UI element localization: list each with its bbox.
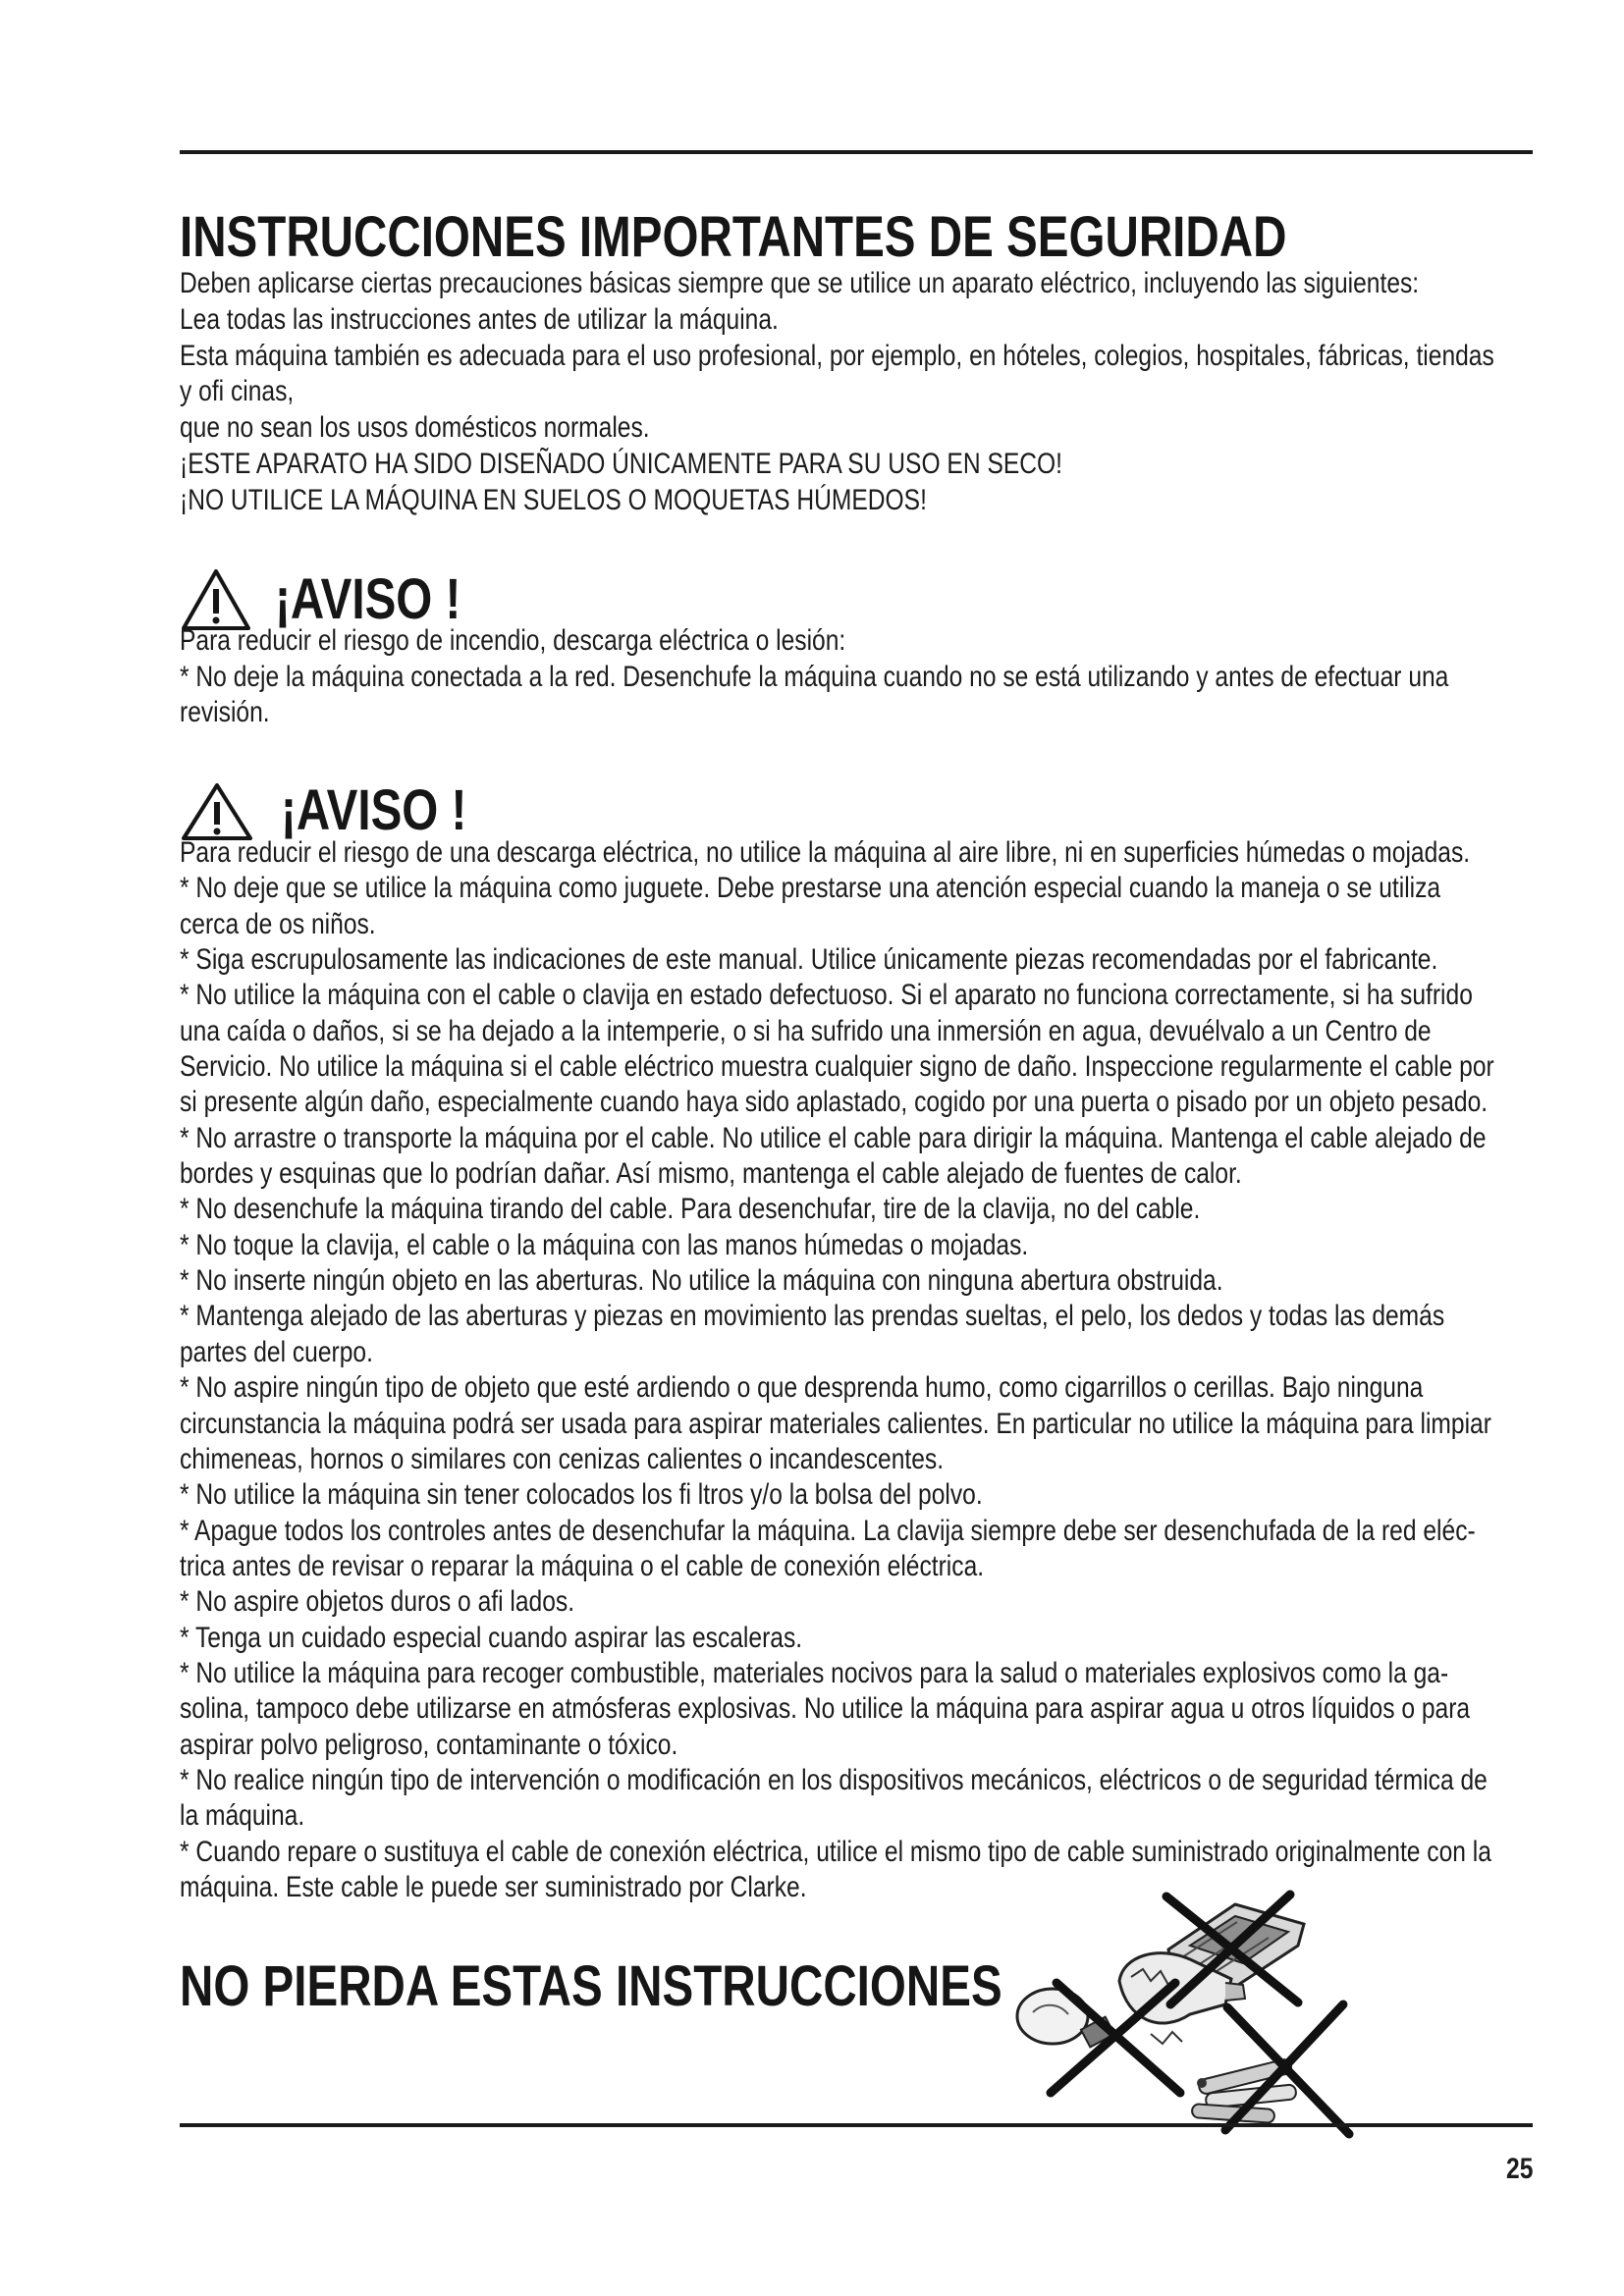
warning-line: chimeneas, hornos o similares con cenizas calientes o incandescentes.: [180, 1442, 945, 1475]
warning-line: * No inserte ningún objeto en las aberturas. No utilice la máquina con ninguna abertura obstruida.: [180, 1264, 1223, 1298]
warning-line: la máquina.: [180, 1799, 305, 1833]
warning-line: si presente algún daño, especialmente cuando haya sido aplastado, cogido por una puerta o pisado por un objeto pesado.: [180, 1086, 1489, 1119]
intro-line: que no sean los usos domésticos normales.: [180, 411, 650, 445]
warning-line: una caída o daños, si se ha dejado a la intemperie, o si ha sufrido una inmersión en agua, devuélvalo a un Centro de: [180, 1014, 1432, 1047]
page-number: 25: [1505, 2153, 1533, 2185]
page-title: INSTRUCCIONES IMPORTANTES DE SEGURIDAD: [180, 205, 1287, 269]
warning-line: * Apague todos los controles antes de desenchufar la máquina. La clavija siempre debe ser desenchufada de la red eléc-: [180, 1514, 1476, 1547]
warning-triangle-icon: [180, 781, 254, 842]
warning-line: * No utilice la máquina para recoger combustible, materiales nocivos para la salud o materiales explosivos como la ga-: [180, 1656, 1449, 1689]
warning-line: circunstancia la máquina podrá ser usada para aspirar materiales calientes. En particular no utilice la máquina para limpiar: [180, 1407, 1491, 1440]
warning-line: * No deje que se utilice la máquina como juguete. Debe prestarse una atención especial cuando la maneja o se utiliza: [180, 872, 1441, 905]
closing-title: NO PIERDA ESTAS INSTRUCCIONES: [180, 1954, 1002, 2018]
intro-line: ¡NO UTILICE LA MÁQUINA EN SUELOS O MOQUETAS HÚMEDOS!: [180, 483, 927, 516]
warning-line: Para reducir el riesgo de una descarga eléctrica, no utilice la máquina al aire libre, ni en superficies húmedas o mojadas.: [180, 836, 1471, 869]
warning-line: partes del cuerpo.: [180, 1335, 373, 1368]
warning-line: * No aspire objetos duros o afi lados.: [180, 1585, 575, 1619]
intro-line: Esta máquina también es adecuada para el uso profesional, por ejemplo, en hóteles, colegios, hospitales, fábricas, tiendas: [180, 339, 1494, 372]
intro-line: Lea todas las instrucciones antes de utilizar la máquina.: [180, 302, 779, 336]
warning-line: trica antes de revisar o reparar la máquina o el cable de conexión eléctrica.: [180, 1549, 985, 1582]
intro-line: y ofi cinas,: [180, 375, 295, 408]
bottom-rule: [180, 2123, 1533, 2127]
warning-heading: ¡AVISO !: [275, 567, 461, 631]
warning-line: * Cuando repare o sustituya el cable de conexión eléctrica, utilice el mismo tipo de cable suministrado originalmente con la: [180, 1835, 1491, 1868]
warning-line: * No deje la máquina conectada a la red. Desenchufe la máquina cuando no se está utilizando y antes de efectuar una: [180, 660, 1449, 693]
warning-line: solina, tampoco debe utilizarse en atmósferas explosivas. No utilice la máquina para aspirar agua u otros líquidos o para: [180, 1692, 1471, 1726]
prohibited-items-crossed-out-icon: [1003, 1887, 1367, 2140]
warning-line: * Mantenga alejado de las aberturas y piezas en movimiento las prendas sueltas, el pelo, los dedos y todas las demás: [180, 1300, 1445, 1333]
warning-line: * No desenchufe la máquina tirando del cable. Para desenchufar, tire de la clavija, no del cable.: [180, 1193, 1201, 1226]
intro-line: ¡ESTE APARATO HA SIDO DISEÑADO ÚNICAMENTE PARA SU USO EN SECO!: [180, 447, 1063, 480]
warning-line: cerca de os niños.: [180, 907, 376, 940]
top-rule: [180, 150, 1533, 154]
warning-heading: ¡AVISO !: [281, 778, 467, 842]
warning-line: * No arrastre o transporte la máquina por el cable. No utilice el cable para dirigir la máquina. Mantenga el cable alejado de: [180, 1121, 1487, 1154]
warning-line: Servicio. No utilice la máquina si el cable eléctrico muestra cualquier signo de daño. Inspeccione regularmente el cable por: [180, 1050, 1494, 1084]
warning-line: bordes y esquinas que lo podrían dañar. Así mismo, mantenga el cable alejado de fuentes de calor.: [180, 1157, 1242, 1191]
warning-line: * Siga escrupulosamente las indicaciones de este manual. Utilice únicamente piezas recomendadas por el fabricante.: [180, 943, 1438, 977]
warning-line: máquina. Este cable le puede ser suministrado por Clarke.: [180, 1870, 807, 1903]
warning-line: revisión.: [180, 696, 270, 728]
warning-line: * No realice ningún tipo de intervención o modificación en los dispositivos mecánicos, eléctricos o de seguridad térmica de: [180, 1763, 1488, 1796]
warning-text: [180, 835, 1533, 1905]
warning-line: * No toque la clavija, el cable o la máquina con las manos húmedas o mojadas.: [180, 1228, 1029, 1261]
warning-line: * Tenga un cuidado especial cuando aspirar las escaleras.: [180, 1621, 803, 1654]
warning-line: aspirar polvo peligroso, contaminante o tóxico.: [180, 1728, 678, 1761]
intro-text: [180, 266, 1533, 519]
warning-line: * No utilice la máquina con el cable o clavija en estado defectuoso. Si el aparato no funciona correctamente, si ha sufrido: [180, 979, 1473, 1012]
warning-text: [180, 623, 1533, 731]
warning-line: * No aspire ningún tipo de objeto que esté ardiendo o que desprenda humo, como cigarrillos o cerillas. Bajo ninguna: [180, 1371, 1424, 1405]
warning-line: Para reducir el riesgo de incendio, descarga eléctrica o lesión:: [180, 624, 846, 657]
warning-line: * No utilice la máquina sin tener colocados los fi ltros y/o la bolsa del polvo.: [180, 1478, 983, 1512]
intro-line: Deben aplicarse ciertas precauciones básicas siempre que se utilice un aparato eléctrico, incluyendo las siguientes:: [180, 267, 1420, 299]
